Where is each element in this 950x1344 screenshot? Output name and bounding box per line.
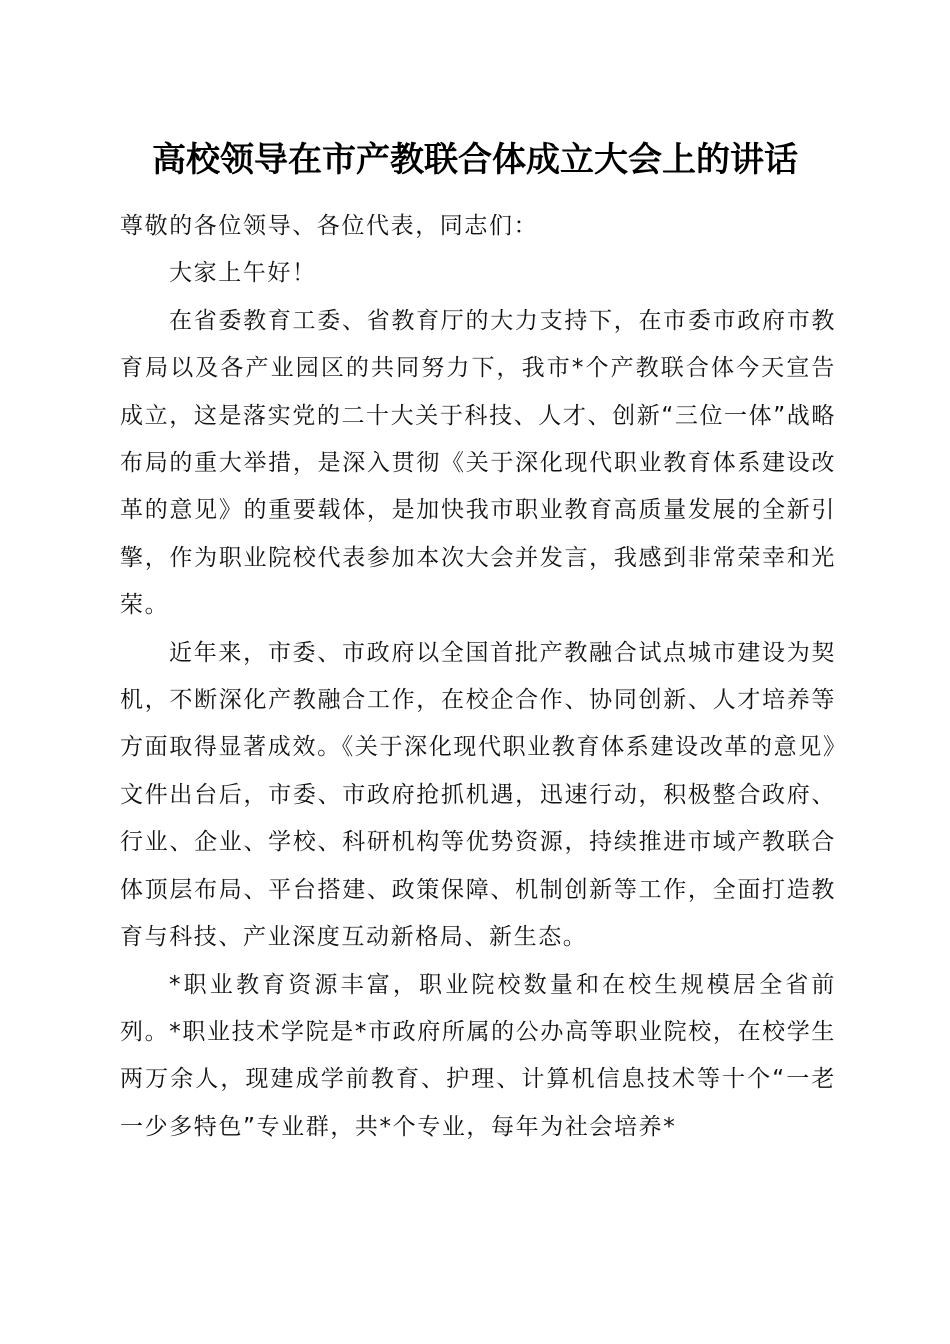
paragraph-1: 在省委教育工委、省教育厅的大力支持下，在市委市政府市教育局以及各产业园区的共同努力下，我市*个产教联合体今天宣告成立，这是落实党的二十大关于科技、人才、创新“三位一体”战略布局的重大举措，是深入贯彻《关于深化现代职业教育体系建设改革的意见》的重要载体，是加快我市职业教育高质量发展的全新引擎，作为职业院校代表参加本次大会并发言，我感到非常荣幸和光荣。 <box>120 307 836 619</box>
document-title: 高校领导在市产教联合体成立大会上的讲话 <box>152 140 798 180</box>
document-body <box>120 203 836 1151</box>
paragraph-2: 近年来，市委、市政府以全国首批产教融合试点城市建设为契机，不断深化产教融合工作，在校企合作、协同创新、人才培养等方面取得显著成效。《关于深化现代职业教育体系建设改革的意见》文件出台后，市委、市政府抢抓机遇，迅速行动，积极整合政府、行业、企业、学校、科研机构等优势资源，持续推进市域产教联合体顶层布局、平台搭建、政策保障、机制创新等工作，全面打造教育与科技、产业深度互动新格局、新生态。 <box>120 639 836 951</box>
salutation: 尊敬的各位领导、各位代表，同志们： <box>120 213 539 239</box>
paragraph-3: *职业教育资源丰富，职业院校数量和在校生规模居全省前列。*职业技术学院是*市政府所属的公办高等职业院校，在校学生两万余人，现建成学前教育、护理、计算机信息技术等十个“一老一少多特色”专业群，共*个专业，每年为社会培养* <box>120 971 836 1140</box>
greeting: 大家上午好！ <box>169 260 317 287</box>
